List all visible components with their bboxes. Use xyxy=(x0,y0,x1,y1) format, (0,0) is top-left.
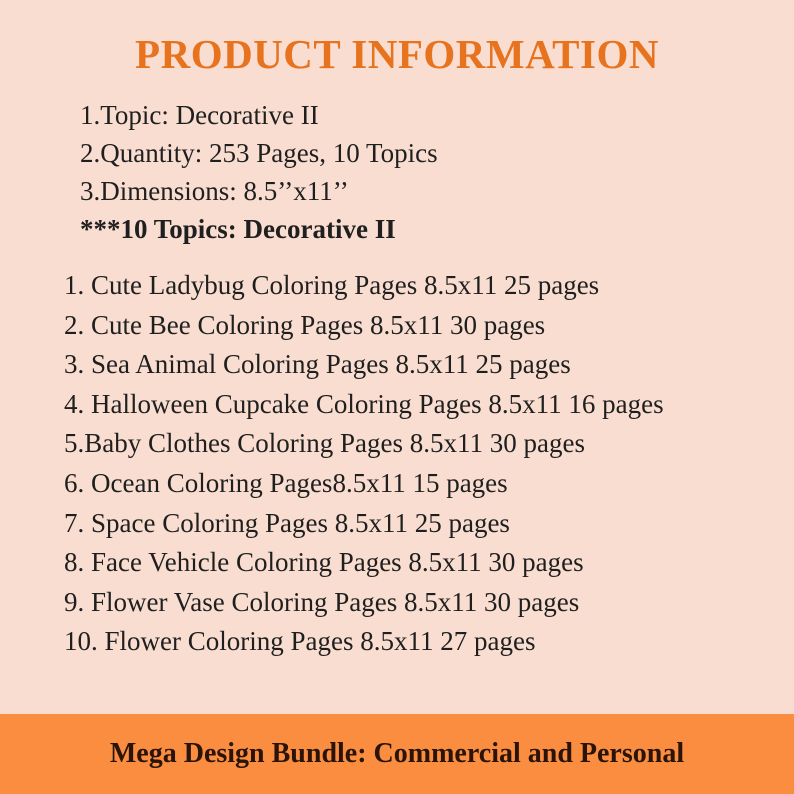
topic-item: 10. Flower Coloring Pages 8.5x11 27 pages xyxy=(64,626,536,657)
info-dimensions: 3.Dimensions: 8.5’’x11’’ xyxy=(80,176,349,206)
info-topics-heading: ***10 Topics: Decorative II xyxy=(80,214,396,244)
topic-item: 5.Baby Clothes Coloring Pages 8.5x11 30 pages xyxy=(64,428,585,459)
topic-item: 4. Halloween Cupcake Coloring Pages 8.5x11 16 pages xyxy=(64,388,664,419)
topic-item: 6. Ocean Coloring Pages8.5x11 15 pages xyxy=(64,467,508,498)
topic-item: 8. Face Vehicle Coloring Pages 8.5x11 30 pages xyxy=(64,547,584,578)
product-info-list xyxy=(80,96,438,248)
topics-list xyxy=(64,266,664,662)
topic-item: 7. Space Coloring Pages 8.5x11 25 pages xyxy=(64,507,510,538)
footer-text: Mega Design Bundle: Commercial and Personal xyxy=(109,738,685,769)
topic-item: 1. Cute Ladybug Coloring Pages 8.5x11 25 pages xyxy=(64,270,600,300)
info-topic: 1.Topic: Decorative II xyxy=(80,100,319,130)
footer-banner xyxy=(0,714,794,794)
topic-item: 3. Sea Animal Coloring Pages 8.5x11 25 pages xyxy=(64,349,571,380)
page-title: PRODUCT INFORMATION xyxy=(135,31,659,77)
topic-item: 9. Flower Vase Coloring Pages 8.5x11 30 pages xyxy=(64,586,580,617)
topic-item: 2. Cute Bee Coloring Pages 8.5x11 30 pages xyxy=(64,309,546,340)
info-quantity: 2.Quantity: 253 Pages, 10 Topics xyxy=(80,138,438,168)
